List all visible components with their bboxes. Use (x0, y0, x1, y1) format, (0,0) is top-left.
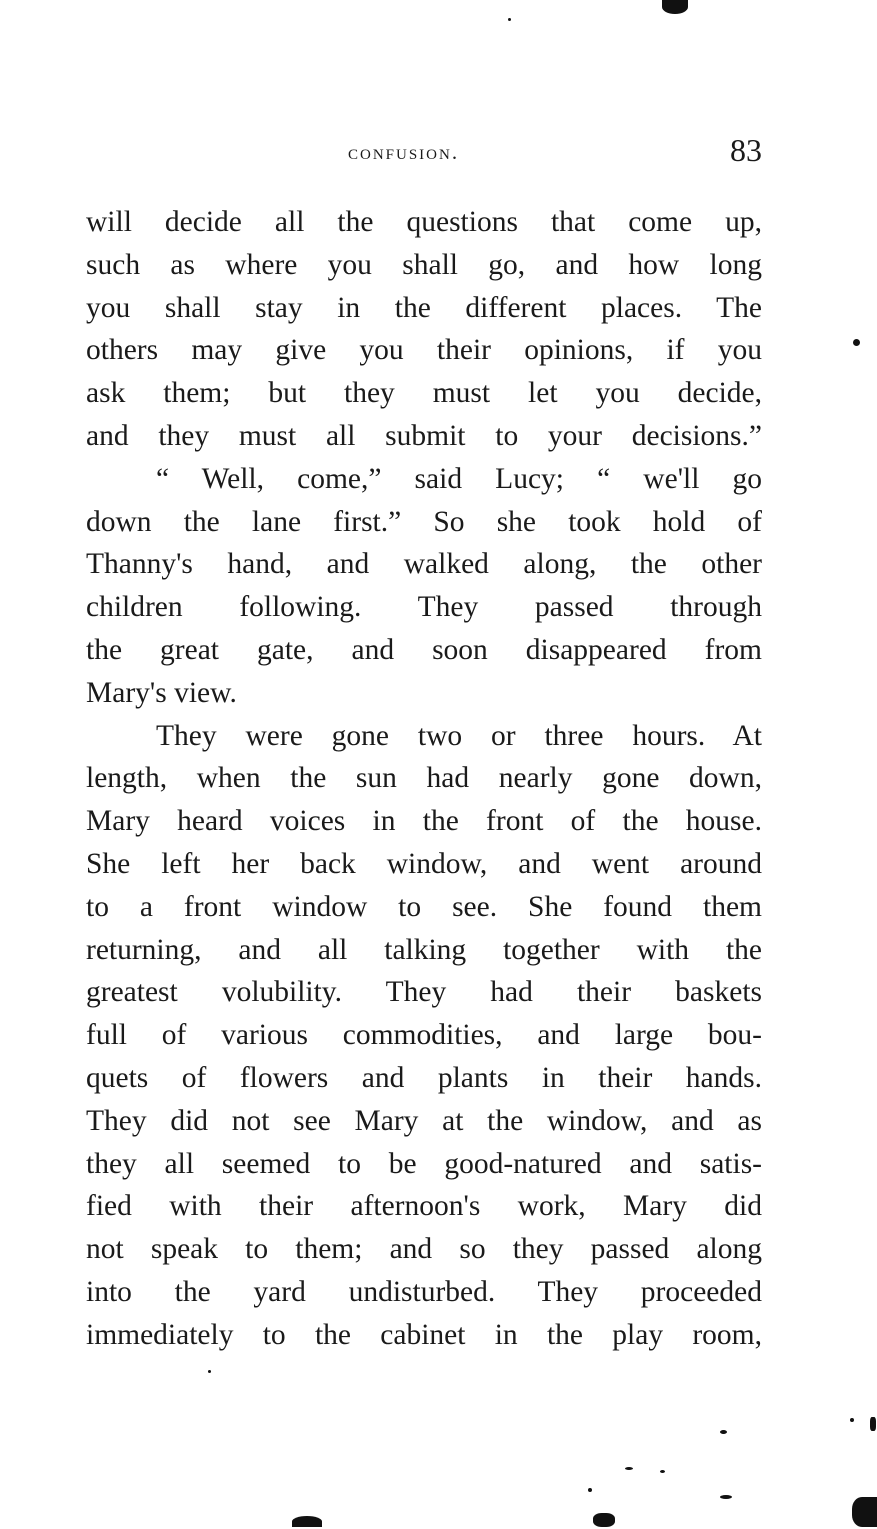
text-line: length, when the sun had nearly gone down, (86, 762, 762, 795)
running-title: confusion. (348, 140, 460, 164)
text-line: to a front window to see. She found them (86, 890, 762, 923)
text-line: fied with their afternoon's work, Mary did (86, 1190, 762, 1223)
text-line: will decide all the questions that come up, (86, 206, 762, 238)
scan-speck (588, 1488, 592, 1492)
scan-speck (852, 1497, 877, 1527)
text-line: you shall stay in the different places. The (86, 291, 762, 324)
text-line: they all seemed to be good-natured and satis- (86, 1147, 762, 1180)
text-line: not speak to them; and so they passed along (86, 1233, 762, 1266)
page-header (86, 130, 762, 174)
page-number: 83 (730, 132, 762, 168)
scan-speck (625, 1467, 633, 1470)
text-line: They were gone two or three hours. At (156, 719, 762, 752)
text-line: down the lane first.” So she took hold of (86, 505, 762, 538)
body-text (86, 201, 762, 1357)
scan-speck (593, 1513, 615, 1527)
scan-speck (292, 1516, 322, 1527)
text-line: others may give you their opinions, if you (86, 334, 762, 367)
text-line: such as where you shall go, and how long (86, 248, 762, 281)
text-line: children following. They passed through (86, 591, 762, 624)
scan-speck (853, 339, 860, 346)
text-line: immediately to the cabinet in the play room, (86, 1318, 762, 1351)
text-line: Mary's view. (86, 676, 237, 709)
scan-speck (870, 1417, 876, 1431)
text-line: “ Well, come,” said Lucy; “ we'll go (156, 462, 762, 495)
scan-speck (720, 1495, 732, 1499)
text-line: full of various commodities, and large bou- (86, 1019, 762, 1052)
scan-speck (720, 1430, 727, 1434)
text-line: the great gate, and soon disappeared from (86, 633, 762, 666)
text-line: and they must all submit to your decisions.” (86, 419, 762, 452)
scan-speck (208, 1370, 211, 1373)
scan-speck (660, 1470, 665, 1473)
text-line: She left her back window, and went around (86, 847, 762, 880)
scan-speck (850, 1418, 854, 1422)
text-line: ask them; but they must let you decide, (86, 377, 762, 410)
scan-speck (508, 18, 511, 21)
text-line: returning, and all talking together with the (86, 933, 762, 966)
text-line: into the yard undisturbed. They proceeded (86, 1275, 762, 1308)
text-line: quets of flowers and plants in their hands. (86, 1061, 762, 1094)
text-line: greatest volubility. They had their baskets (86, 976, 762, 1009)
text-line: Mary heard voices in the front of the house. (86, 805, 762, 838)
text-line: Thanny's hand, and walked along, the other (86, 548, 762, 581)
text-line: They did not see Mary at the window, and as (86, 1104, 762, 1137)
scan-speck (662, 0, 688, 14)
